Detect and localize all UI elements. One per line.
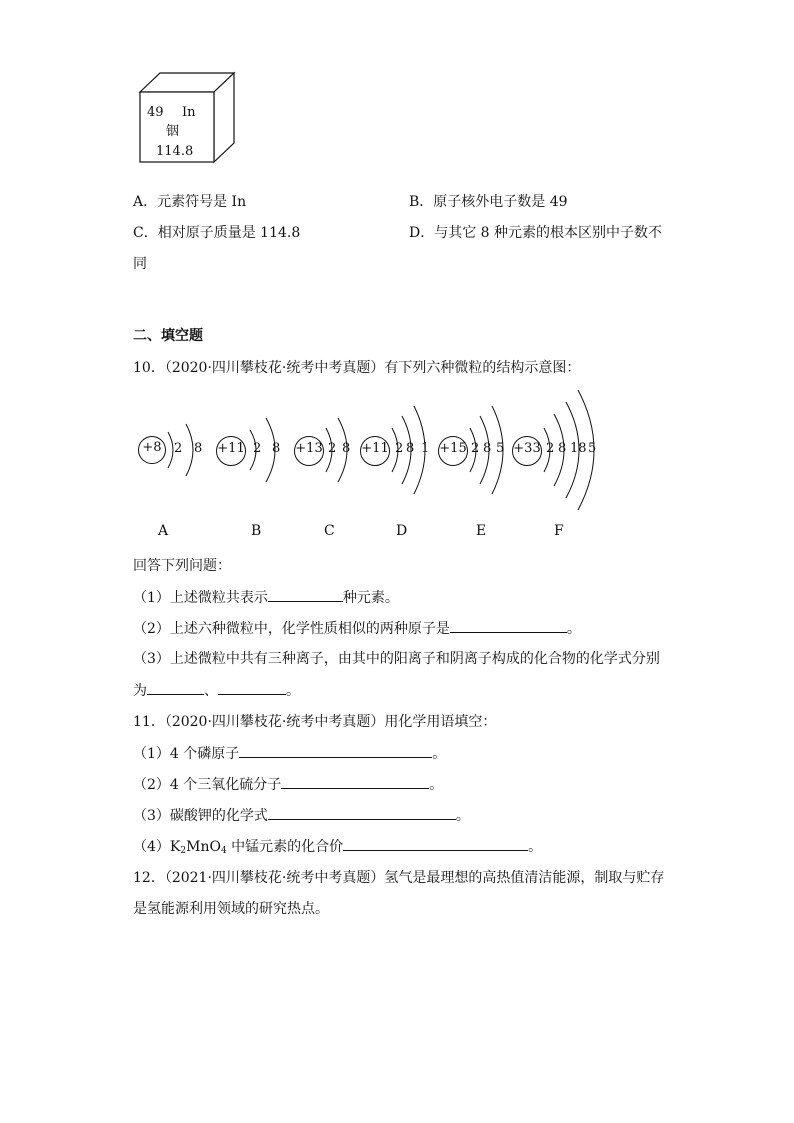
q11-sub2-end: 。 bbox=[429, 777, 444, 793]
q11-sub1 bbox=[133, 743, 446, 764]
q11-sub3-end: 。 bbox=[455, 808, 470, 824]
q11-sub2-text: （2）4 个三氧化硫分子 bbox=[133, 777, 282, 793]
q11-sub4-prefix: （4） bbox=[133, 839, 170, 855]
atom-e-shell-2: 8 bbox=[483, 441, 492, 456]
option-d: D．与其它 8 种元素的根本区别中子数不 bbox=[409, 225, 663, 241]
atom-a-shell-2: 8 bbox=[194, 441, 203, 456]
atom-d-nucleus-charge: +11 bbox=[361, 441, 389, 456]
atom-e-label: E bbox=[476, 523, 487, 539]
q11-sub4 bbox=[133, 836, 542, 857]
q11-sub4-formula-k: K bbox=[169, 839, 181, 855]
q11-sub4-formula-sub4: 4 bbox=[220, 846, 227, 856]
option-d-continued: 同 bbox=[133, 256, 147, 272]
atom-a-label: A bbox=[158, 523, 169, 539]
q10-sub2 bbox=[133, 618, 581, 639]
atom-b-arcs bbox=[216, 390, 296, 510]
element-mass: 114.8 bbox=[156, 144, 194, 159]
atom-f-shell-1: 2 bbox=[546, 441, 555, 456]
atom-f-arcs bbox=[512, 390, 612, 510]
q11-sub4-blank[interactable] bbox=[343, 836, 528, 851]
option-c: C．相对原子质量是 114.8 bbox=[133, 225, 301, 241]
q11-sub3-blank[interactable] bbox=[268, 805, 456, 820]
q10-sub1-blank[interactable] bbox=[268, 587, 343, 602]
q10-sub3-prefix: 为 bbox=[133, 683, 147, 699]
q10-sub1 bbox=[133, 587, 399, 608]
atom-f-nucleus-charge: +33 bbox=[513, 441, 541, 456]
atom-d-shell-3: 1 bbox=[421, 441, 430, 456]
element-symbol: In bbox=[182, 105, 196, 120]
q10-prompt: 回答下列问题： bbox=[133, 558, 231, 574]
q10-sub2-blank[interactable] bbox=[450, 618, 567, 633]
q11-sub3-text: （3）碳酸钾的化学式 bbox=[133, 808, 268, 824]
atom-c-shell-1: 2 bbox=[328, 441, 337, 456]
q11-sub4-formula-sub2: 2 bbox=[180, 846, 187, 856]
option-a: A．元素符号是 In bbox=[133, 194, 247, 210]
q11-sub1-end: 。 bbox=[432, 746, 447, 762]
q10-sub3-line2 bbox=[133, 680, 300, 701]
q12-line-1: 12．（2021·四川攀枝花·统考中考真题）氢气是最理想的高热值清洁能源，制取与贮存 bbox=[133, 870, 665, 886]
atom-d-arcs bbox=[360, 390, 450, 510]
q11-sub4-text: 中锰元素的化合价 bbox=[226, 839, 344, 855]
q11-sub4-formula-mno: MnO bbox=[186, 839, 221, 855]
atom-b-shell-1: 2 bbox=[253, 441, 262, 456]
atom-c-label: C bbox=[324, 523, 335, 539]
q10-sub3-blank-1[interactable] bbox=[147, 680, 204, 695]
q11-sub1-text: （1）4 个磷原子 bbox=[133, 746, 240, 762]
q10-stem: 10．（2020·四川攀枝花·统考中考真题）有下列六种微粒的结构示意图： bbox=[133, 360, 581, 376]
atom-a-arcs bbox=[138, 390, 218, 510]
atom-d-shell-1: 2 bbox=[395, 441, 404, 456]
q10-sub1-text: （1）上述微粒共表示 bbox=[133, 590, 268, 606]
q10-sub3-end: 。 bbox=[286, 683, 300, 699]
atom-c-nucleus-charge: +13 bbox=[295, 441, 323, 456]
element-number: 49 bbox=[147, 105, 164, 120]
q12-line-2: 是氢能源利用领域的研究热点。 bbox=[133, 901, 329, 917]
atom-b-label: B bbox=[251, 523, 262, 539]
q11-sub3 bbox=[133, 805, 470, 826]
q11-stem: 11．（2020·四川攀枝花·统考中考真题）用化学用语填空： bbox=[133, 714, 497, 730]
q10-sub3-separator: 、 bbox=[204, 683, 218, 699]
atom-c-shell-2: 8 bbox=[342, 441, 351, 456]
atom-d-shell-2: 8 bbox=[406, 441, 415, 456]
atom-b-nucleus-charge: +11 bbox=[217, 441, 245, 456]
q10-sub3-blank-2[interactable] bbox=[218, 680, 286, 695]
atom-diagrams bbox=[138, 390, 618, 550]
atom-f-shell-4: 5 bbox=[588, 441, 597, 456]
atom-e-shell-1: 2 bbox=[471, 441, 480, 456]
q11-sub2 bbox=[133, 774, 443, 795]
element-name: 铟 bbox=[166, 124, 180, 139]
atom-f-shell-2: 8 bbox=[558, 441, 567, 456]
q11-sub4-end: 。 bbox=[528, 839, 543, 855]
q10-sub2-text: （2）上述六种微粒中，化学性质相似的两种原子是 bbox=[133, 621, 450, 637]
atom-f-shell-3: 18 bbox=[570, 441, 587, 456]
atom-a-shell-1: 2 bbox=[174, 441, 183, 456]
atom-b-shell-2: 8 bbox=[272, 441, 281, 456]
atom-d-label: D bbox=[396, 523, 408, 539]
q10-sub1-end: 种元素。 bbox=[342, 590, 399, 606]
q11-sub2-blank[interactable] bbox=[281, 774, 429, 789]
q10-sub3: （3）上述微粒中共有三种离子，由其中的阳离子和阴离子构成的化合物的化学式分别 bbox=[133, 651, 660, 667]
section-title: 二、填空题 bbox=[133, 328, 203, 344]
option-b: B．原子核外电子数是 49 bbox=[409, 194, 568, 210]
atom-e-nucleus-charge: +15 bbox=[439, 441, 467, 456]
q10-sub2-end: 。 bbox=[566, 621, 581, 637]
atom-f-label: F bbox=[554, 523, 564, 539]
q11-sub1-blank[interactable] bbox=[239, 743, 432, 758]
atom-e-shell-3: 5 bbox=[496, 441, 505, 456]
atom-a-nucleus-charge: +8 bbox=[142, 440, 162, 455]
